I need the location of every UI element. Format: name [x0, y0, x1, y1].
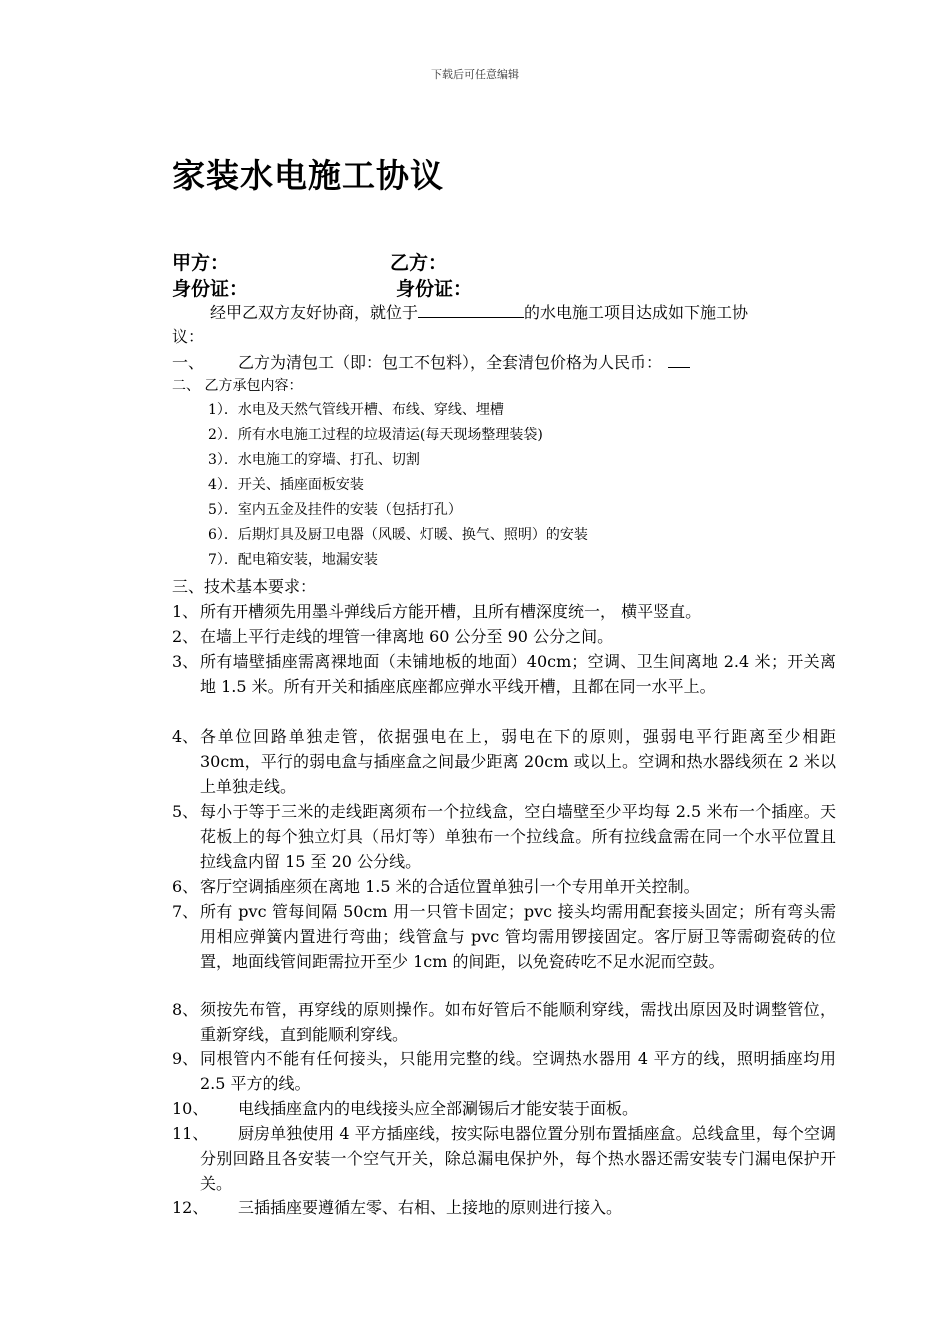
requirement-text: 须按先布管，再穿线的原则操作。如布好管后不能顺利穿线，需找出原因及时调整管位，重新穿线，直到能顺利穿线。	[200, 1000, 836, 1044]
section-2-item: 2）．所有水电施工过程的垃圾清运(每天现场整理装袋)	[208, 427, 543, 443]
requirement-num: 11、	[172, 1124, 209, 1143]
price-blank	[668, 349, 690, 368]
requirement-num: 12、	[172, 1198, 209, 1217]
requirement-item	[172, 899, 836, 974]
requirement-num: 9、	[172, 1049, 199, 1068]
party-row-names	[172, 248, 447, 275]
party-a-label: 甲方：	[172, 252, 230, 274]
intro-suffix: 的水电施工项目达成如下施工协	[524, 303, 749, 322]
requirement-item	[172, 799, 836, 874]
requirement-item	[172, 997, 836, 1047]
requirement-text: 在墙上平行走线的埋管一律离地 60 公分至 90 公分之间。	[200, 627, 614, 646]
section-1-num: 一、	[172, 353, 205, 372]
requirement-item	[172, 624, 836, 649]
intro-line-2: 议：	[172, 327, 205, 346]
requirement-item	[172, 1121, 836, 1196]
requirement-num: 6、	[172, 877, 199, 896]
document-title: 家装水电施工协议	[172, 156, 444, 195]
section-2-item: 5）．室内五金及挂件的安装（包括打孔）	[208, 502, 462, 518]
requirement-item	[172, 1195, 836, 1220]
requirement-text: 三插插座要遵循左零、右相、上接地的原则进行接入。	[238, 1198, 623, 1217]
requirement-num: 2、	[172, 627, 199, 646]
section-2-item: 7）．配电箱安装，地漏安装	[208, 552, 378, 568]
section-2-item: 1）．水电及天然气管线开槽、布线、穿线、埋槽	[208, 402, 504, 418]
requirement-num: 3、	[172, 652, 199, 671]
intro-prefix: 经甲乙双方友好协商，就位于	[210, 303, 419, 322]
header-note: 下载后可任意编辑	[431, 68, 519, 81]
requirement-item	[172, 599, 836, 624]
requirement-num: 7、	[172, 902, 199, 921]
intro-line	[172, 299, 834, 325]
requirement-text: 每小于等于三米的走线距离须布一个拉线盒，空白墙壁至少平均每 2.5 米布一个插座。天花板上的每个独立灯具（吊灯等）单独布一个拉线盒。所有拉线盒需在同一个水平位置且拉线盒内留 15 至 20 公分线。	[200, 802, 836, 871]
requirement-text: 所有开槽须先用墨斗弹线后方能开槽，且所有槽深度统一， 横平竖直。	[200, 602, 702, 621]
requirement-text: 客厅空调插座须在离地 1.5 米的合适位置单独引一个专用单开关控制。	[200, 877, 700, 896]
requirement-num: 4、	[172, 727, 199, 746]
requirement-item	[172, 874, 836, 899]
section-1-text: 乙方为清包工（即：包工不包料），全套清包价格为人民币：	[238, 353, 663, 372]
requirement-item	[172, 1046, 836, 1096]
requirement-text: 厨房单独使用 4 平方插座线，按实际电器位置分别布置插座盒。总线盒里，每个空调分别回路且各安装一个空气开关，除总漏电保护外，每个热水器还需安装专门漏电保护开关。	[200, 1124, 836, 1193]
requirement-text: 各单位回路单独走管，依据强电在上，弱电在下的原则，强弱电平行距离至少相距 30cm，平行的弱电盒与插座盒之间最少距离 20cm 或以上。空调和热水器线须在 2 米以上单独走线。	[200, 727, 836, 796]
location-blank	[418, 299, 524, 318]
requirement-item	[172, 649, 836, 699]
section-2-item: 6）．后期灯具及厨卫电器（风暖、灯暖、换气、照明）的安装	[208, 527, 588, 543]
party-a-id-label: 身份证：	[172, 278, 249, 300]
requirement-num: 8、	[172, 1000, 199, 1019]
requirement-text: 所有 pvc 管每间隔 50cm 用一只管卡固定；pvc 接头均需用配套接头固定；所有弯头需用相应弹簧内置进行弯曲；线管盒与 pvc 管均需用锣接固定。客厅厨卫等需砌瓷砖的位置，地面线管间距需拉开至少 1cm 的间距，以免瓷砖吃不足水泥而空鼓。	[200, 902, 836, 971]
requirement-text: 所有墙壁插座需离裸地面（未铺地板的地面）40cm；空调、卫生间离地 2.4 米；开关离地 1.5 米。所有开关和插座底座都应弹水平线开槽，且都在同一水平上。	[200, 652, 836, 696]
requirement-text: 同根管内不能有任何接头，只能用完整的线。空调热水器用 4 平方的线，照明插座均用 2.5 平方的线。	[200, 1049, 836, 1093]
requirement-item	[172, 724, 836, 799]
party-b-label: 乙方：	[390, 252, 448, 274]
requirement-num: 1、	[172, 602, 199, 621]
section-2-heading: 二、 乙方承包内容：	[172, 378, 303, 394]
party-b-id-label: 身份证：	[396, 278, 473, 300]
section-1	[172, 349, 834, 375]
requirement-num: 10、	[172, 1099, 209, 1118]
requirement-item	[172, 1096, 836, 1121]
section-3-heading: 三、技术基本要求：	[172, 577, 317, 596]
requirement-text: 电线插座盒内的电线接头应全部涮锡后才能安装于面板。	[238, 1099, 639, 1118]
section-2-item: 3）．水电施工的穿墙、打孔、切割	[208, 452, 420, 468]
requirement-num: 5、	[172, 802, 199, 821]
section-2-item: 4）．开关、插座面板安装	[208, 477, 364, 493]
party-row-ids	[172, 274, 472, 301]
